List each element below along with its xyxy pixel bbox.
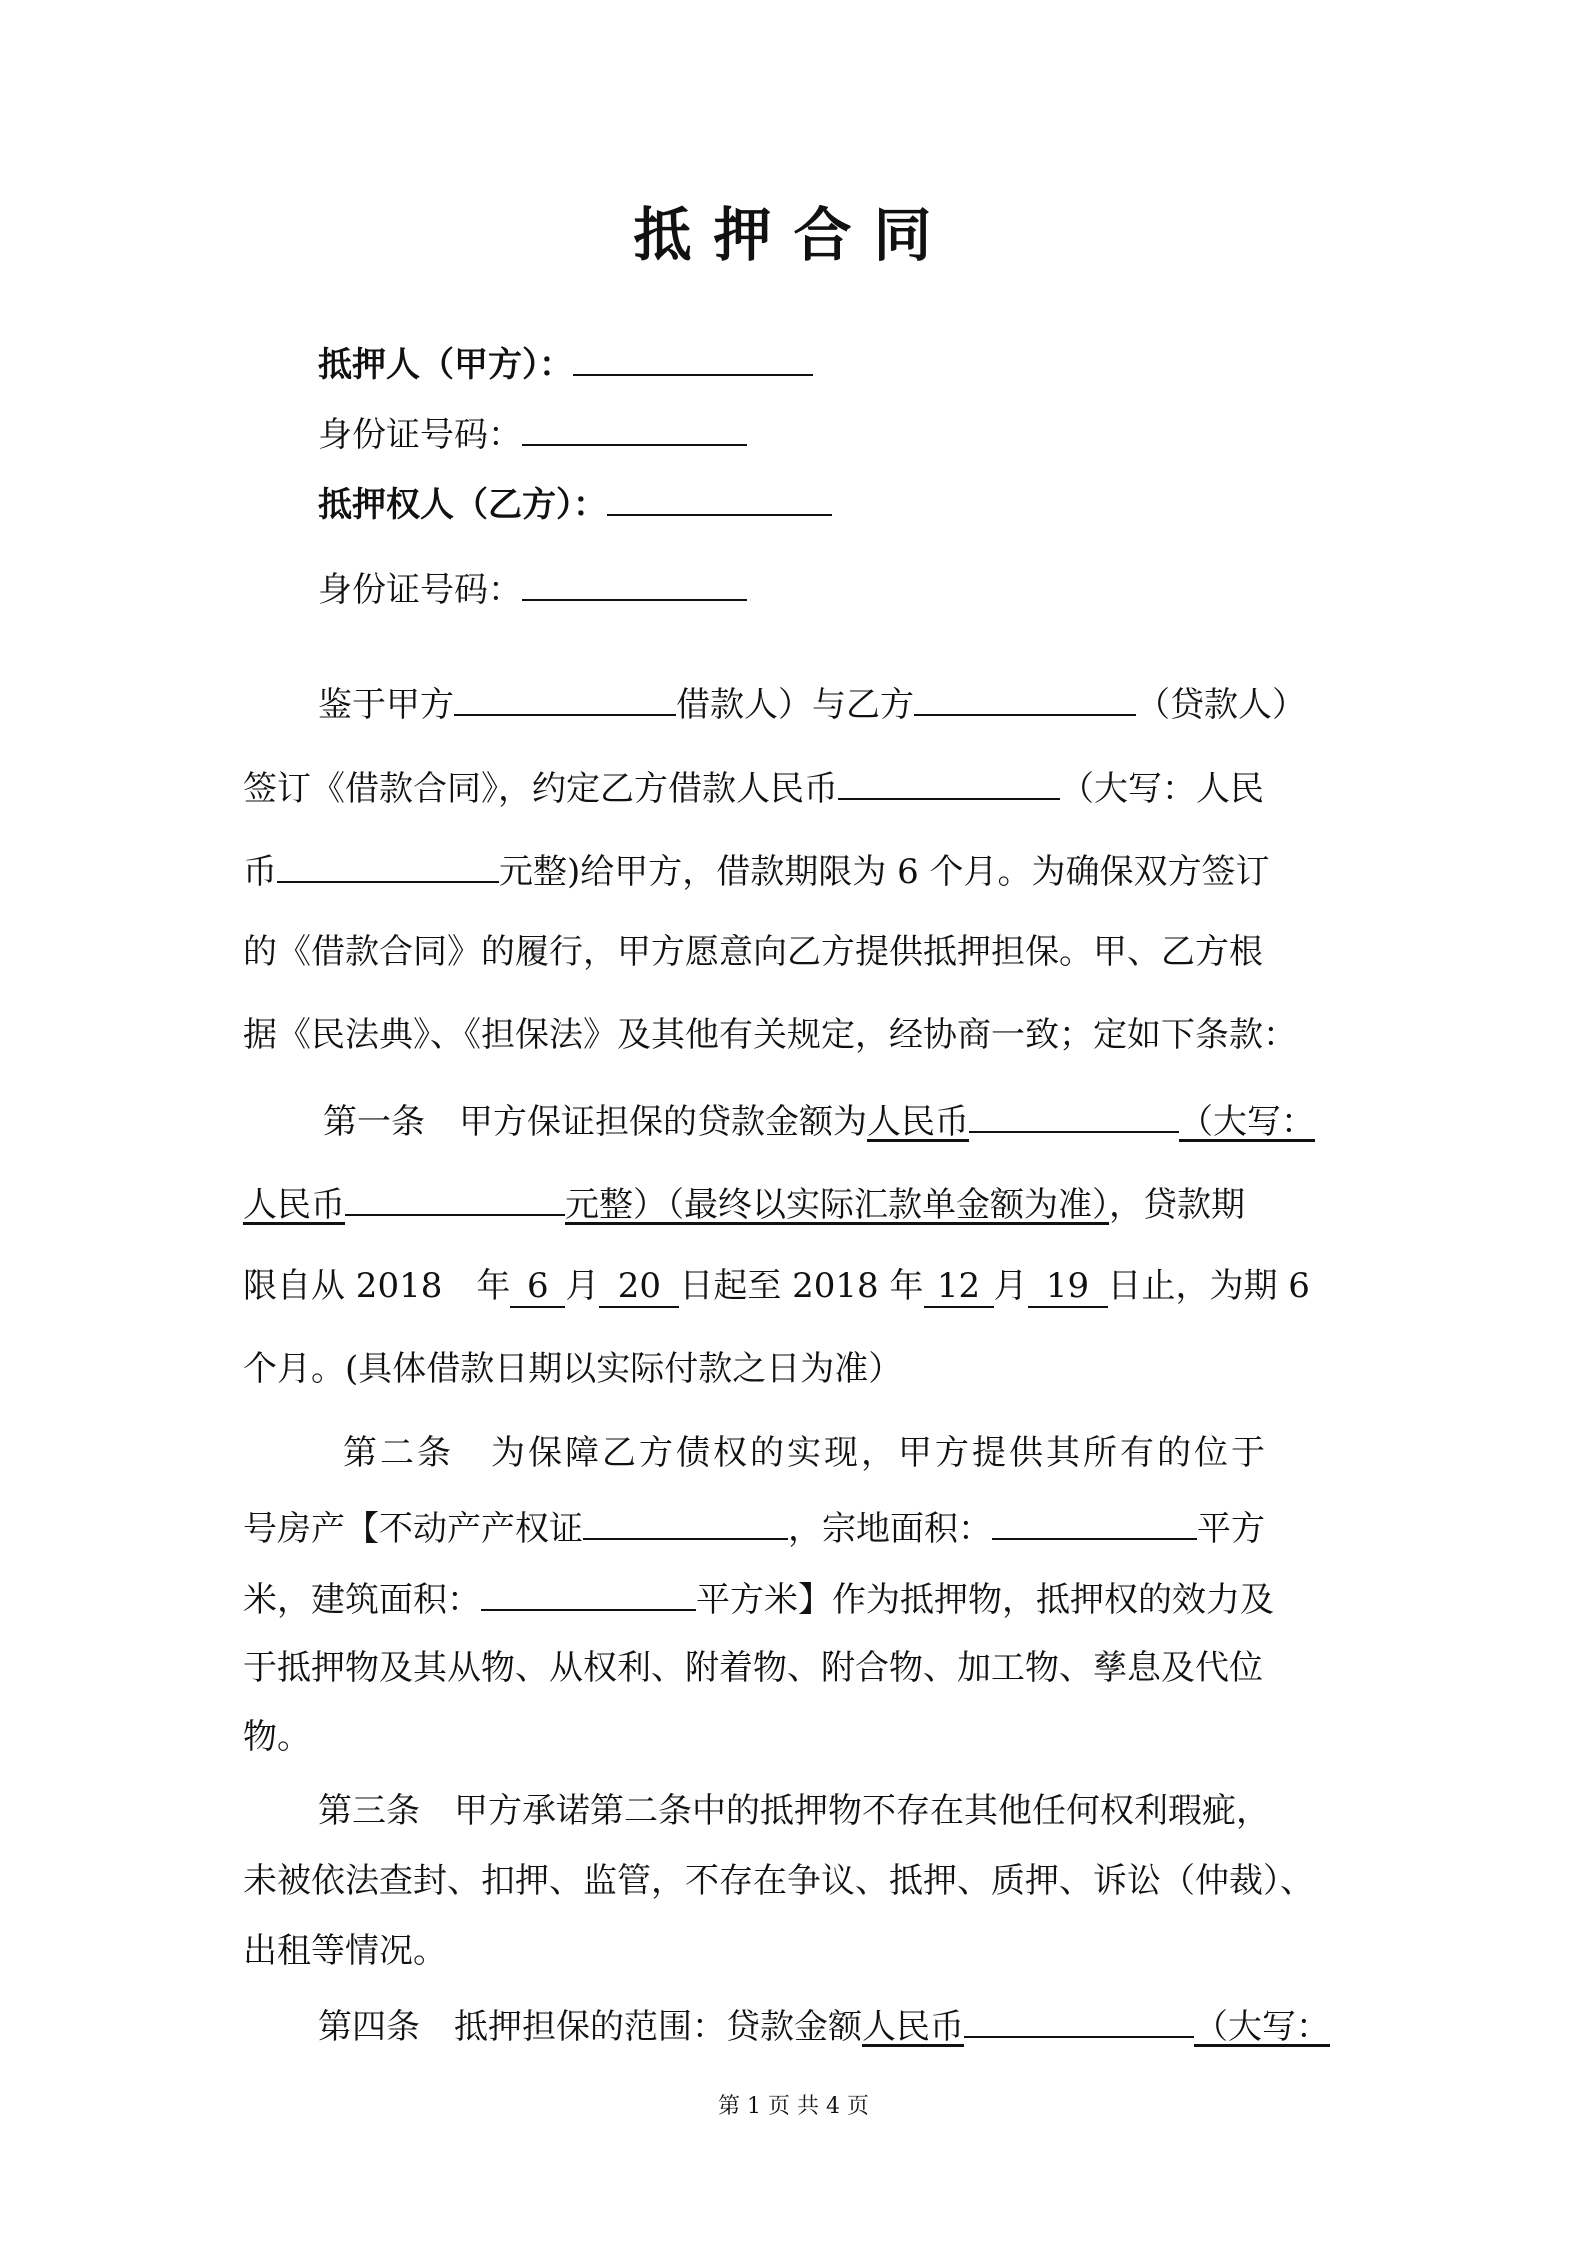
article-2-line-5: 物。 [243,1717,311,1757]
article-3-line-2: 未被依法查封、扣押、监管，不存在争议、抵押、质押、诉讼（仲裁）、 [243,1861,1314,1901]
page-footer: 第 1 页 共 4 页 [718,2094,869,2119]
article-2-line-4: 于抵押物及其从物、从权利、附着物、附合物、加工物、孳息及代位 [243,1648,1263,1688]
party-b-blank [607,478,832,516]
party-a-blank [573,338,813,376]
article-1-line-1: 第一条 甲方保证担保的贷款金额为人民币 （大写： [323,1095,1315,1146]
party-b-row [318,478,832,529]
preamble-line-3: 币 元整)给甲方，借款期限为 6 个月。为确保双方签订 [243,845,1270,896]
party-a-id-row [318,408,747,459]
article-2-line-2: 号房产【不动产产权证 ，宗地面积： 平方 [243,1502,1265,1553]
party-b-id-row [318,563,747,614]
article-1-line-3: 限自从 2018 年 6 月 20 日起至 2018 年 12 月 19 日止，为期 6 [243,1266,1310,1306]
party-a-id-blank [522,408,747,446]
party-a-id-label: 身份证号码： [318,415,522,455]
article-1-line-2: 人民币 元整）（最终以实际汇款单金额为准），贷款期 [243,1178,1245,1229]
party-b-label: 抵押权人（乙方）： [318,485,607,525]
article-1-line-4: 个月。(具体借款日期以实际付款之日为准） [243,1349,903,1389]
article-3-line-1: 第三条 甲方承诺第二条中的抵押物不存在其他任何权利瑕疵， [318,1791,1270,1831]
article-3-line-3: 出租等情况。 [243,1931,447,1971]
party-b-id-blank [522,563,747,601]
article-2-line-3: 米，建筑面积： 平方米】作为抵押物，抵押权的效力及 [243,1573,1274,1624]
party-a-row [318,338,813,389]
article-4-line-1: 第四条 抵押担保的范围：贷款金额人民币 （大写： [318,2000,1330,2051]
document-title: 抵押合同 [633,201,954,269]
preamble-line-1: 鉴于甲方 借款人）与乙方 （贷款人） [318,678,1306,729]
preamble-line-4: 的《借款合同》的履行，甲方愿意向乙方提供抵押担保。甲、乙方根 [243,932,1263,972]
party-a-label: 抵押人（甲方）： [318,345,573,385]
article-2-line-1: 第二条 为保障乙方债权的实现，甲方提供其所有的位于 [343,1433,1268,1473]
preamble-line-5: 据《民法典》、《担保法》及其他有关规定，经协商一致；定如下条款： [243,1015,1297,1055]
preamble-line-2: 签订《借款合同》，约定乙方借款人民币 （大写：人民 [243,762,1264,813]
party-b-id-label: 身份证号码： [318,570,522,610]
